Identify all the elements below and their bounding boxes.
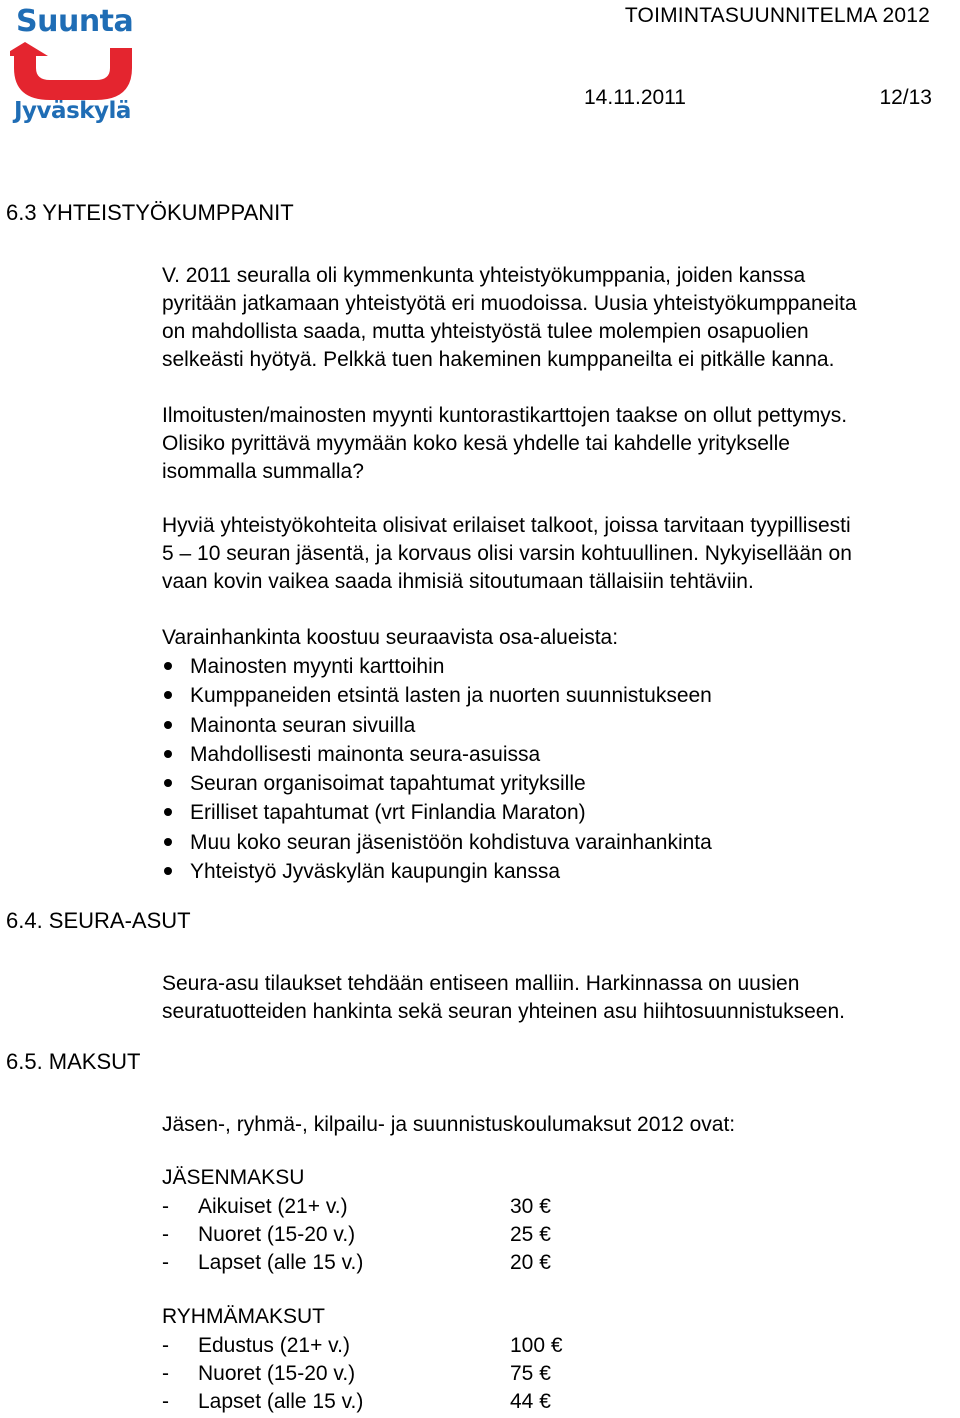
fee-dash: -: [162, 1223, 169, 1246]
fee-dash: -: [162, 1195, 169, 1218]
fee-amount: 100 €: [510, 1334, 563, 1357]
fee-dash: -: [162, 1251, 169, 1274]
paragraph-partners-intro: [162, 262, 960, 374]
fee-row: [162, 1249, 682, 1277]
text-line: vaan kovin vaikea saada ihmisiä sitoutumaan tällaisiin tehtäviin.: [162, 570, 754, 593]
list-item: Muu koko seuran jäsenistöön kohdistuva varainhankinta: [162, 828, 712, 857]
paragraph-advertising: [162, 402, 960, 486]
fee-amount: 25 €: [510, 1223, 551, 1246]
fee-amount: 44 €: [510, 1390, 551, 1413]
fee-row: [162, 1193, 682, 1221]
heading-yhteistyokumppanit: 6.3 YHTEISTYÖKUMPPANIT: [6, 200, 294, 225]
text-line: seuratuotteiden hankinta sekä seuran yhteinen asu hiihtosuunnistukseen.: [162, 1000, 845, 1023]
fee-row: [162, 1221, 682, 1249]
text-line: on mahdollista saada, mutta yhteistyöstä tulee molempien osapuolien: [162, 320, 809, 343]
paragraph-cooperation: [162, 512, 960, 596]
fee-label: Edustus (21+ v.): [198, 1334, 350, 1357]
fee-dash: -: [162, 1362, 169, 1385]
text-line: Ilmoitusten/mainosten myynti kuntorastikarttojen taakse on ollut pettymys.: [162, 404, 848, 427]
fundraising-list: [162, 652, 712, 886]
fee-amount: 75 €: [510, 1362, 551, 1385]
list-item: Mahdollisesti mainonta seura-asuissa: [162, 740, 712, 769]
logo-word-jyvaskyla: Jyväskylä: [14, 98, 131, 124]
text-line: Hyviä yhteistyökohteita olisivat erilaiset talkoot, joissa tarvitaan tyypillisesti: [162, 514, 851, 537]
fee-row: [162, 1388, 682, 1416]
list-item: Mainonta seuran sivuilla: [162, 711, 712, 740]
list-item: Erilliset tapahtumat (vrt Finlandia Maraton): [162, 798, 712, 827]
text-line: V. 2011 seuralla oli kymmenkunta yhteistyökumppania, joiden kanssa: [162, 264, 806, 287]
fee-dash: -: [162, 1334, 169, 1357]
ryhmamaksut-title: RYHMÄMAKSUT: [162, 1305, 325, 1328]
list-item: Seuran organisoimat tapahtumat yrityksille: [162, 769, 712, 798]
heading-seura-asut: 6.4. SEURA-ASUT: [6, 908, 191, 933]
heading-maksut: 6.5. MAKSUT: [6, 1049, 141, 1074]
fee-label: Aikuiset (21+ v.): [198, 1195, 348, 1218]
fee-dash: -: [162, 1390, 169, 1413]
list-item: Kumppaneiden etsintä lasten ja nuorten suunnistukseen: [162, 681, 712, 710]
text-line: isommalla summalla?: [162, 460, 364, 483]
text-line: selkeästi hyötyä. Pelkkä tuen hakeminen kumppaneilta ei pitkälle kanna.: [162, 348, 835, 371]
text-line: pyritään jatkamaan yhteistyötä eri muodoissa. Uusia yhteistyökumppaneita: [162, 292, 857, 315]
fee-row: [162, 1332, 682, 1360]
fee-row: [162, 1360, 682, 1388]
fee-label: Nuoret (15-20 v.): [198, 1223, 356, 1246]
list-item: Mainosten myynti karttoihin: [162, 652, 712, 681]
page-number: 12/13: [879, 86, 932, 109]
document-date: 14.11.2011: [584, 86, 686, 109]
document-title: TOIMINTASUUNNITELMA 2012: [624, 4, 930, 27]
list-intro: Varainhankinta koostuu seuraavista osa-alueista:: [162, 626, 619, 649]
paragraph-club-apparel: [162, 970, 960, 1026]
suunta-jyvaskyla-logo: [10, 4, 136, 128]
text-line: 5 – 10 seuran jäsentä, ja korvaus olisi varsin kohtuullinen. Nykyisellään on: [162, 542, 852, 565]
fee-label: Nuoret (15-20 v.): [198, 1362, 356, 1385]
text-line: Seura-asu tilaukset tehdään entiseen malliin. Harkinnassa on uusien: [162, 972, 800, 995]
list-item: Yhteistyö Jyväskylän kaupungin kanssa: [162, 857, 712, 886]
logo-word-suunta: Suunta: [16, 4, 134, 39]
jasenmaksu-title: JÄSENMAKSU: [162, 1166, 305, 1189]
logo-arrow-icon: [10, 40, 136, 102]
fee-label: Lapset (alle 15 v.): [198, 1390, 364, 1413]
fee-amount: 20 €: [510, 1251, 551, 1274]
fee-label: Lapset (alle 15 v.): [198, 1251, 364, 1274]
fees-intro: Jäsen-, ryhmä-, kilpailu- ja suunnistuskoulumaksut 2012 ovat:: [162, 1113, 736, 1136]
text-line: Olisiko pyrittävä myymään koko kesä yhdelle tai kahdelle yritykselle: [162, 432, 790, 455]
fee-amount: 30 €: [510, 1195, 551, 1218]
